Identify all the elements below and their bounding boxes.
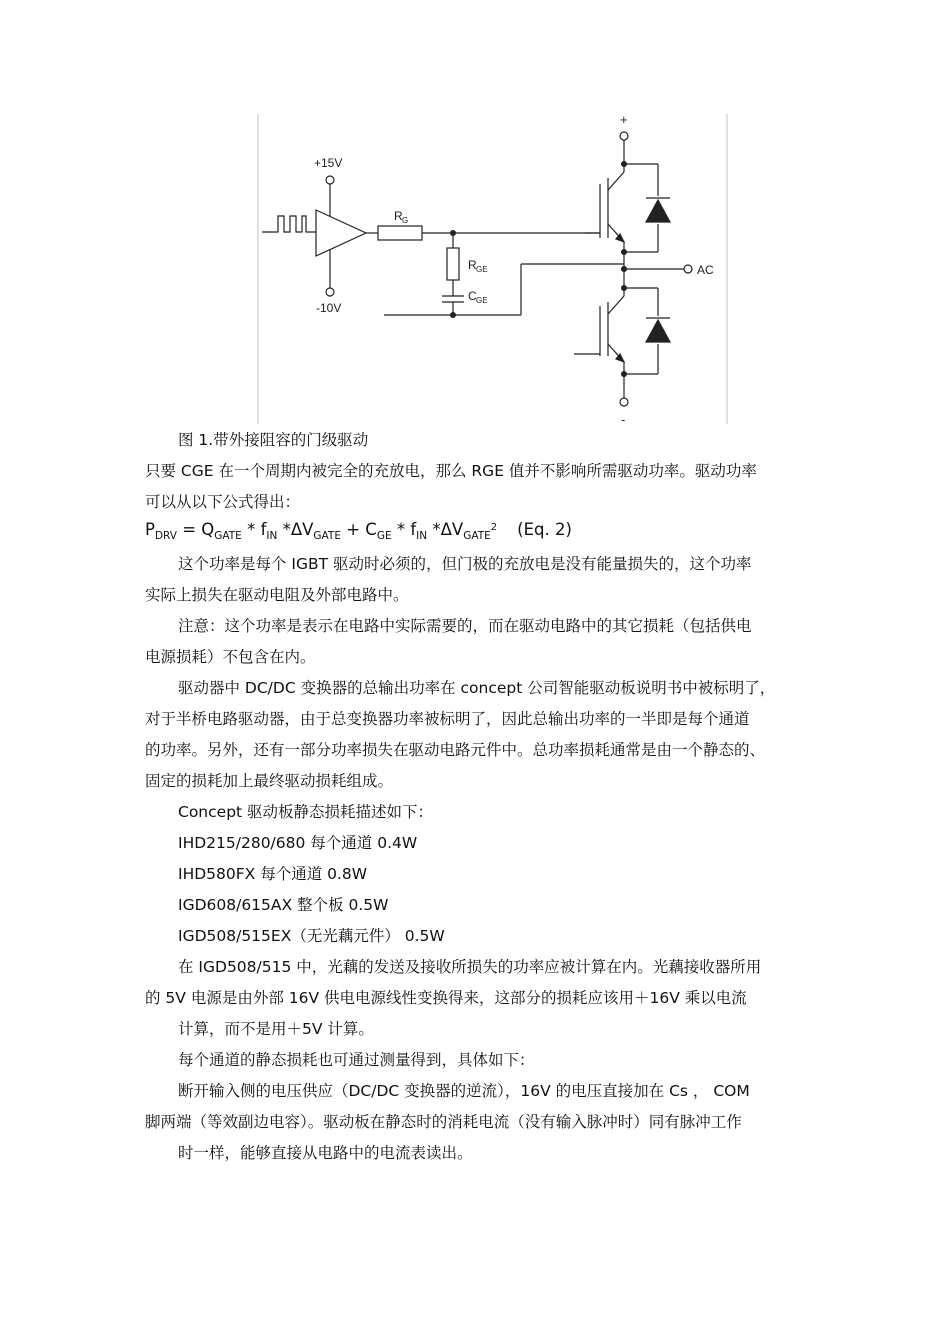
label-ac: AC: [697, 263, 714, 277]
formula-c-sub: GE: [376, 530, 392, 542]
power-formula: [145, 520, 572, 542]
para3-line2: 电源损耗）不包含在内。: [145, 648, 316, 666]
para4-line3: 的功率。另外，还有一部分功率损失在驱动电路元件中。总功率损耗通常是由一个静态的、: [145, 741, 766, 759]
formula-dv2: *ΔV: [427, 520, 464, 539]
diode-top: [646, 200, 670, 222]
para5-line1: 在 IGD508/515 中，光藕的发送及接收所损失的功率应被计算在内。光藕接收器所用: [178, 958, 762, 976]
para3-line1: 注意：这个功率是表示在电路中实际需要的，而在驱动电路中的其它损耗（包括供电: [178, 617, 752, 635]
label-cge: C: [468, 289, 477, 303]
formula-q-sub: GATE: [214, 530, 242, 542]
label-plus: +: [620, 112, 628, 127]
label-rge-sub: GE: [476, 265, 488, 274]
concept-intro: Concept 驱动板静态损耗描述如下：: [178, 803, 434, 821]
label-minus10v: -10V: [316, 301, 342, 315]
para4-line4: 固定的损耗加上最终驱动损耗组成。: [145, 772, 394, 790]
driver-amplifier: [316, 210, 366, 256]
loss-list-item: IGD508/515EX（无光藕元件） 0.5W: [178, 927, 445, 945]
para4-line1: 驱动器中 DC/DC 变换器的总输出功率在 concept 公司智能驱动板说明书中被标明了，: [178, 679, 776, 697]
pulse-input-symbol: [262, 216, 316, 232]
para7-line1: 断开输入侧的电压供应（DC/DC 变换器的逆流），16V 的电压直接加在 Cs ， COM: [178, 1082, 750, 1100]
para2-line1: 这个功率是每个 IGBT 驱动时必须的，但门极的充放电是没有能量损失的，这个功率: [178, 555, 752, 573]
figure-caption: 图 1.带外接阻容的门级驱动: [178, 431, 369, 449]
formula-ref: (Eq. 2): [517, 520, 572, 539]
para7-line3: 时一样，能够直接从电路中的电流表读出。: [178, 1144, 473, 1162]
formula-plus-c: + C: [340, 520, 377, 539]
formula-v1-sub: GATE: [313, 530, 341, 542]
label-rge: R: [468, 258, 477, 272]
formula-v2-sub: GATE: [463, 530, 491, 542]
loss-list-item: IGD608/615AX 整个板 0.5W: [178, 896, 389, 914]
label-minus: -: [621, 412, 626, 427]
formula-dv1: *ΔV: [277, 520, 314, 539]
formula-p-sub: DRV: [154, 530, 177, 542]
diode-bottom: [646, 320, 670, 342]
formula-p: P: [145, 520, 155, 539]
label-rg-sub: G: [402, 216, 409, 225]
para2-line2: 实际上损失在驱动电阻及外部电路中。: [145, 586, 409, 604]
para1-line1: 只要 CGE 在一个周期内被完全的充放电，那么 RGE 值并不影响所需驱动功率。驱动功率: [145, 462, 757, 480]
formula-eq: = Q: [176, 520, 215, 539]
label-rg: R: [394, 209, 403, 223]
para5-line2: 的 5V 电源是由外部 16V 供电电源线性变换得来，这部分的损耗应该用＋16V 乘以电流: [145, 989, 747, 1007]
para5-line3: 计算，而不是用＋5V 计算。: [178, 1020, 374, 1038]
loss-list-item: IHD580FX 每个通道 0.8W: [178, 865, 368, 883]
formula-f2-sub: IN: [416, 530, 428, 542]
gate-drive-circuit-figure: [256, 112, 730, 428]
label-cge-sub: GE: [476, 296, 488, 305]
resistor-rge: [447, 248, 459, 280]
loss-list-item: IHD215/280/680 每个通道 0.4W: [178, 834, 418, 852]
para6: 每个通道的静态损耗也可通过测量得到，具体如下：: [178, 1051, 535, 1069]
formula-square: 2: [490, 522, 498, 533]
label-plus15v: +15V: [314, 156, 343, 170]
circuit-diagram: [256, 112, 730, 428]
formula-mul1: * f: [241, 520, 267, 539]
para4-line2: 对于半桥电路驱动器，由于总变换器功率被标明了，因此总输出功率的一半即是每个通道: [145, 710, 750, 728]
para7-line2: 脚两端（等效副边电容）。驱动板在静态时的消耗电流（没有输入脉冲时）同有脉冲工作: [145, 1113, 742, 1131]
para1-line2: 可以从以下公式得出：: [145, 493, 301, 511]
resistor-rg: [378, 226, 422, 240]
formula-mul2: * f: [391, 520, 417, 539]
formula-f1-sub: IN: [266, 530, 278, 542]
